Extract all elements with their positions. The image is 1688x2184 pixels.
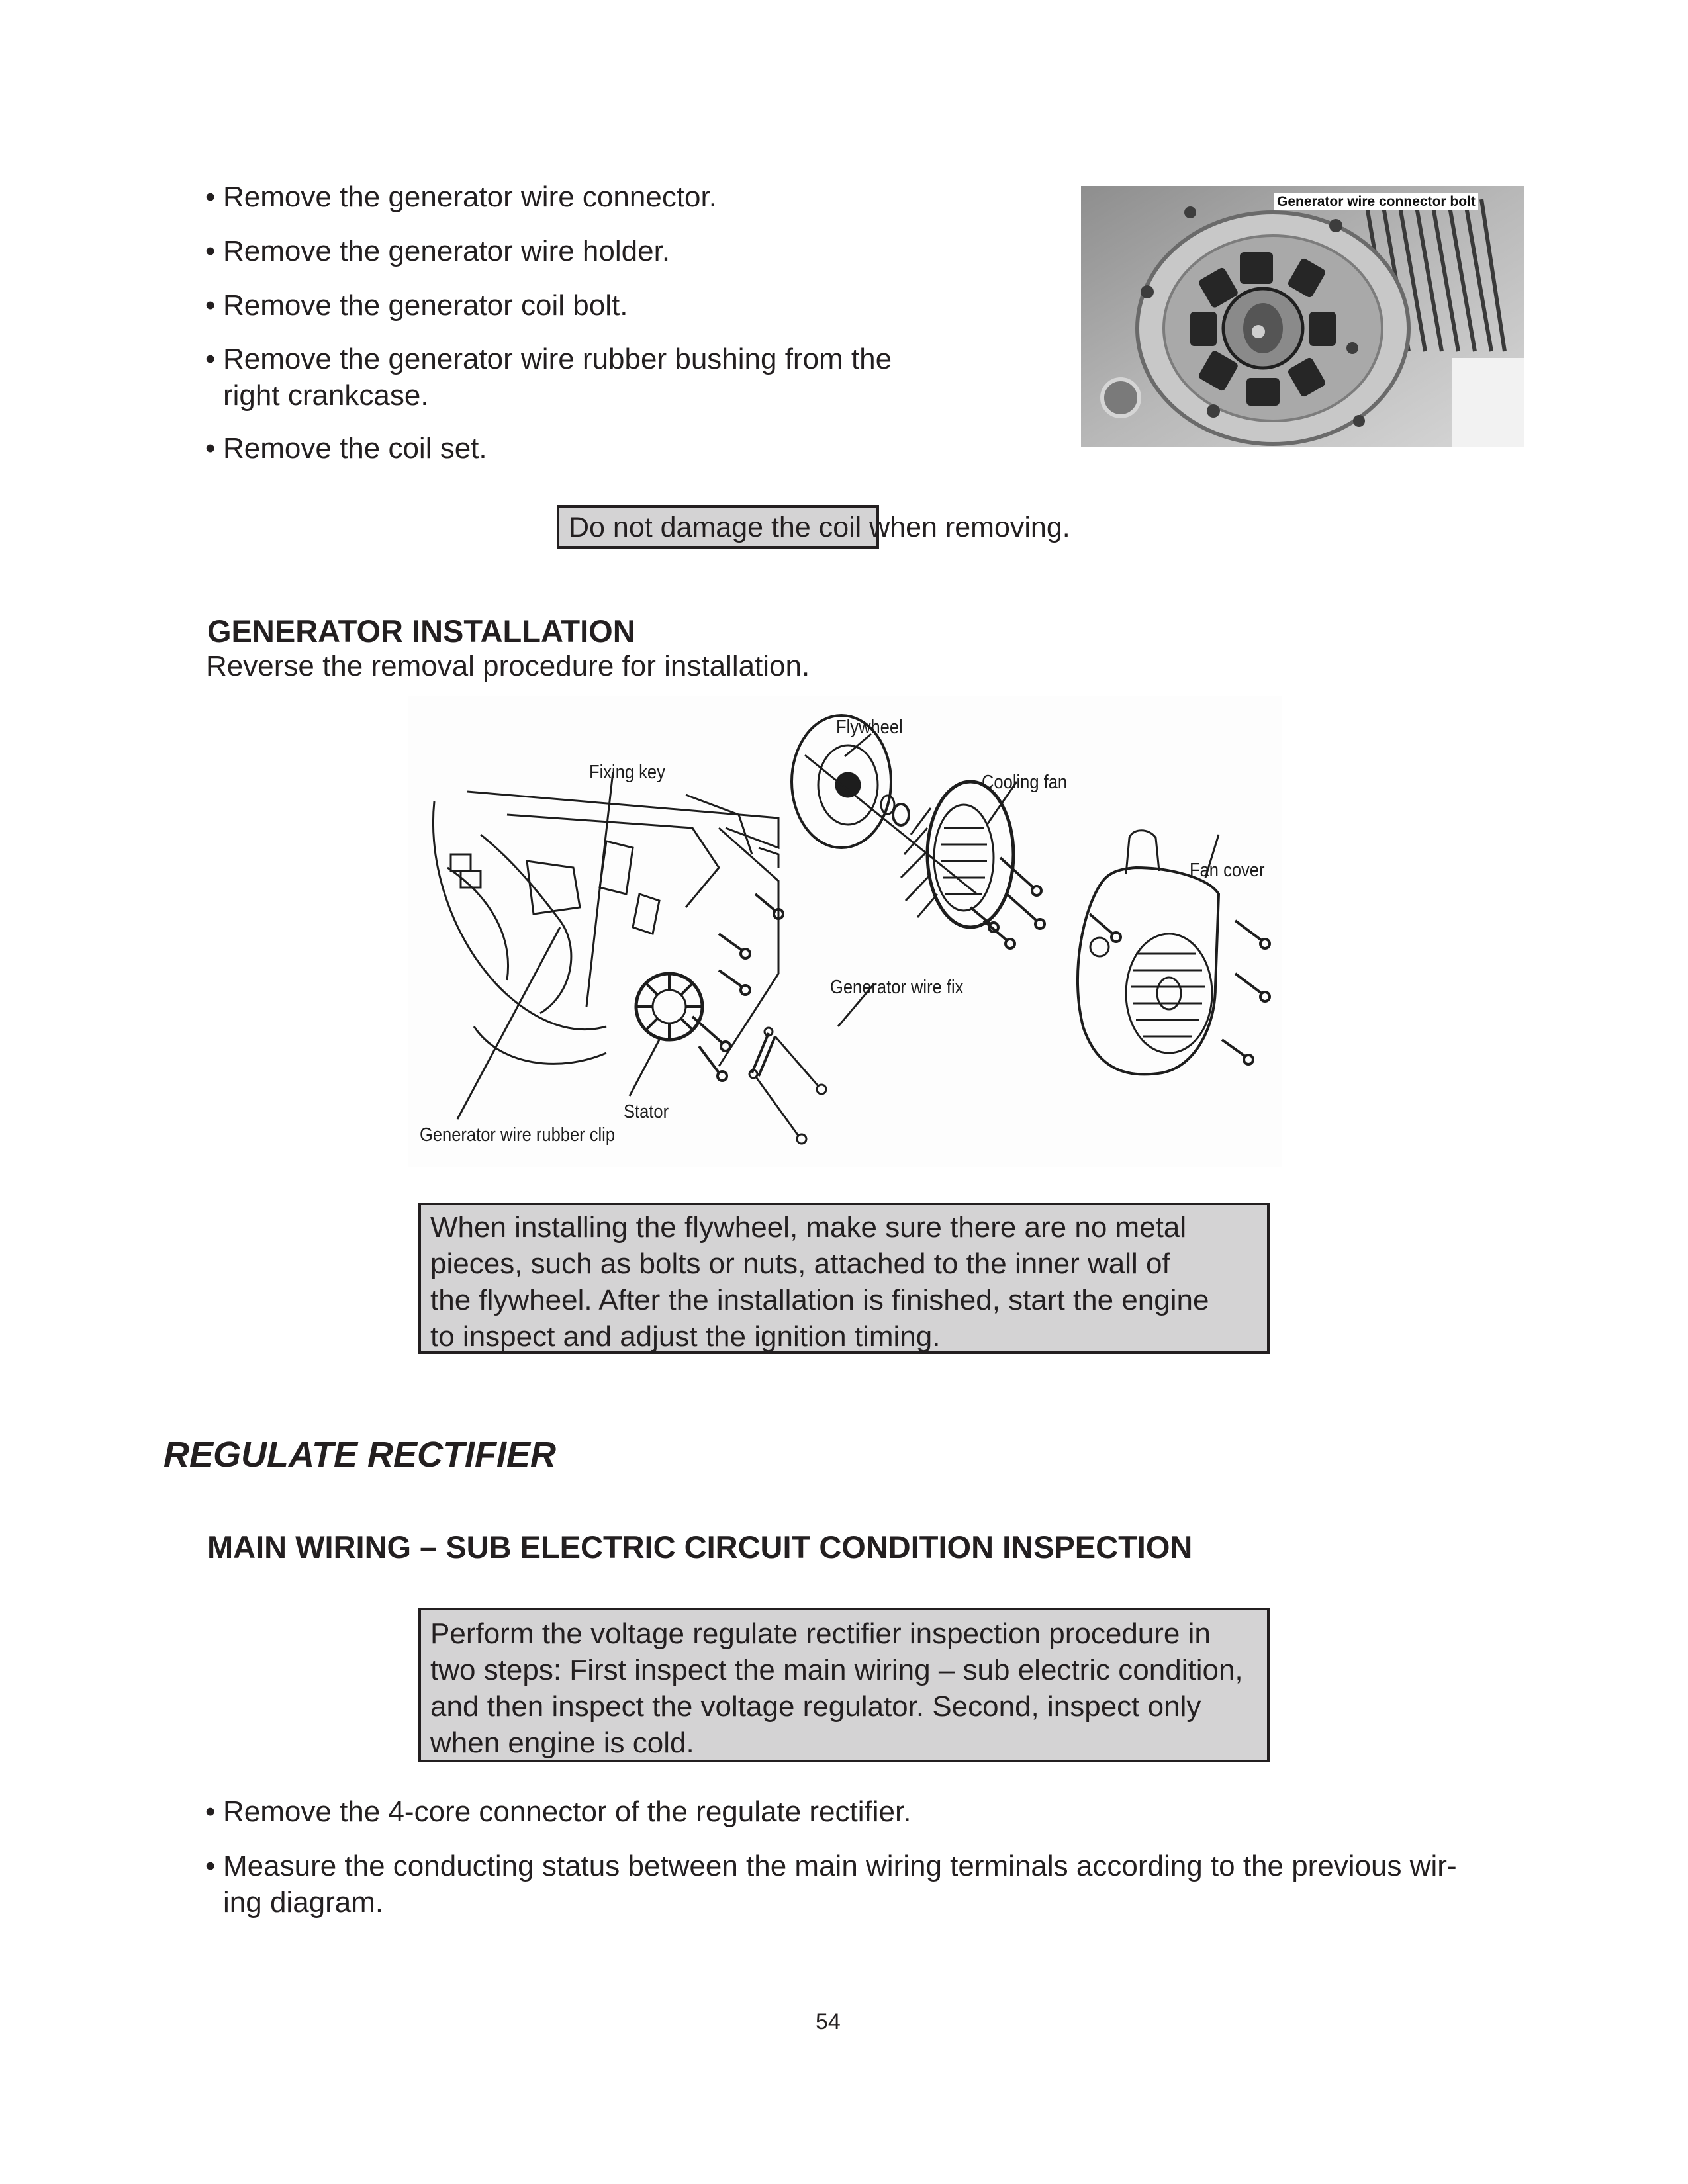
- bullet-icon: •: [205, 1850, 216, 1882]
- label-generator-wire-fix: Generator wire fix: [830, 977, 964, 998]
- section-title-regulate-rectifier: REGULATE RECTIFIER: [164, 1435, 556, 1475]
- label-stator: Stator: [624, 1101, 669, 1122]
- subheading-main-wiring-inspection: MAIN WIRING – SUB ELECTRIC CIRCUIT CONDITION INSPECTION: [207, 1529, 1193, 1565]
- page-number: 54: [816, 2009, 841, 2034]
- bullet-icon: •: [205, 432, 216, 465]
- bullet-icon: •: [205, 235, 216, 267]
- label-fan-cover: Fan cover: [1190, 860, 1265, 881]
- generator-exploded-diagram: [408, 696, 1282, 1167]
- engine-stator-illustration: [1081, 186, 1524, 447]
- label-cooling-fan: Cooling fan: [982, 772, 1068, 793]
- section-heading-generator-installation: GENERATOR INSTALLATION: [207, 614, 635, 649]
- removal-steps-list: • Remove the generator wire connector. • Remove the generator wire holder. • Remove the generator coil bolt. • Remove the generator wire rubber bushing from the right crankcase. • Remove the coil set.: [205, 179, 1033, 470]
- caution-text: Do not damage the coil when removing.: [569, 512, 1070, 543]
- label-generator-wire-rubber-clip: Generator wire rubber clip: [420, 1124, 616, 1146]
- caution-box-removal: [557, 505, 1070, 549]
- bullet-icon: •: [205, 1796, 216, 1828]
- stator-photo: [1081, 186, 1524, 447]
- label-flywheel: Flywheel: [836, 717, 903, 738]
- installation-instruction: Reverse the removal procedure for installation.: [206, 650, 810, 682]
- inspection-steps-list: • Remove the 4-core connector of the regulate rectifier. • Measure the conducting status between the main wiring terminals according to the previous wir- ing diagram.: [205, 1794, 1529, 1926]
- bullet-icon: •: [205, 343, 216, 375]
- note-box-inspection-procedure: Perform the voltage regulate rectifier inspection procedure in two steps: First inspect the main wiring – sub electric condition, and then inspect the voltage regulator. Second, inspect only when engine is cold.: [418, 1608, 1270, 1762]
- photo-callout-label: Generator wire connector bolt: [1274, 193, 1478, 210]
- bullet-icon: •: [205, 289, 216, 322]
- label-fixing-key: Fixing key: [589, 762, 665, 783]
- exploded-view-illustration: [408, 696, 1282, 1167]
- caution-box-installation: When installing the flywheel, make sure there are no metal pieces, such as bolts or nuts, attached to the inner wall of the flywheel. After the installation is finished, start the engine to inspect and adjust the ignition timing.: [418, 1203, 1270, 1354]
- bullet-icon: •: [205, 181, 216, 213]
